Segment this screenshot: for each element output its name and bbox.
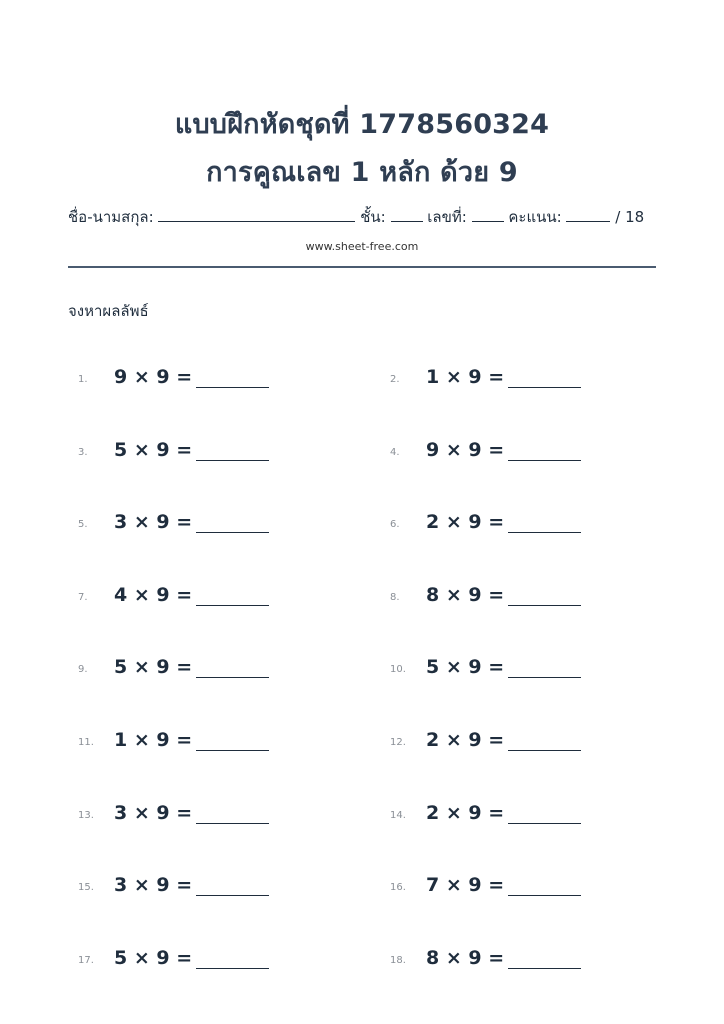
- answer-blank[interactable]: [196, 823, 269, 824]
- problem-number: 12.: [390, 737, 406, 748]
- problem-expression: 2 × 9 =: [426, 729, 505, 751]
- problem-number: 18.: [390, 954, 406, 966]
- answer-blank[interactable]: [196, 677, 269, 678]
- answer-blank[interactable]: [196, 605, 269, 606]
- problem-number: 7.: [78, 591, 88, 603]
- problem-number: 16.: [390, 882, 406, 894]
- problem-item: [78, 874, 338, 902]
- answer-blank[interactable]: [196, 750, 269, 751]
- problem-expression: 5 × 9 =: [426, 656, 505, 679]
- answer-blank[interactable]: [508, 532, 581, 533]
- problem-expression: 4 × 9 =: [114, 583, 193, 606]
- problem-number: 17.: [78, 954, 94, 966]
- problem-item: [390, 874, 650, 902]
- answer-blank[interactable]: [508, 968, 581, 969]
- student-info-row: [68, 205, 658, 229]
- score-field[interactable]: [566, 207, 610, 222]
- problem-item: [78, 366, 338, 394]
- answer-blank[interactable]: [508, 895, 581, 896]
- answer-blank[interactable]: [196, 895, 269, 896]
- answer-blank[interactable]: [508, 460, 581, 461]
- name-label: ชื่อ-นามสกุล:: [68, 208, 154, 226]
- problem-number: 10.: [390, 664, 406, 676]
- answer-blank[interactable]: [508, 387, 581, 388]
- problem-expression: 8 × 9 =: [426, 583, 505, 606]
- worksheet-title: แบบฝึกหัดชุดที่ 1778560324: [174, 109, 550, 140]
- worksheet-subtitle: การคูณเลข 1 หลัก ด้วย 9: [206, 157, 518, 188]
- problem-item: [390, 656, 650, 684]
- problem-number: 4.: [390, 446, 400, 458]
- problem-expression: 7 × 9 =: [426, 874, 505, 897]
- answer-blank[interactable]: [196, 460, 269, 461]
- problem-number: 9.: [78, 664, 88, 676]
- problem-expression: 9 × 9 =: [426, 438, 505, 461]
- problem-expression: 3 × 9 =: [114, 801, 193, 824]
- answer-blank[interactable]: [196, 532, 269, 533]
- problem-expression: 5 × 9 =: [114, 438, 193, 461]
- problem-number: 6.: [390, 519, 400, 531]
- class-label: ชั้น:: [360, 208, 386, 226]
- answer-blank[interactable]: [508, 677, 581, 678]
- problem-expression: 5 × 9 =: [114, 946, 193, 969]
- problem-item: [78, 802, 338, 830]
- problem-expression: 2 × 9 =: [426, 801, 505, 824]
- problem-expression: 9 × 9 =: [114, 366, 193, 388]
- problem-expression: 1 × 9 =: [426, 366, 505, 388]
- class-field[interactable]: [391, 207, 423, 222]
- answer-blank[interactable]: [508, 750, 581, 751]
- name-field[interactable]: [158, 207, 355, 222]
- problem-number: 5.: [78, 519, 88, 531]
- problem-expression: 8 × 9 =: [426, 946, 505, 969]
- problem-item: [390, 947, 650, 975]
- score-total: / 18: [615, 208, 645, 226]
- problem-item: [390, 366, 650, 394]
- instruction-text: จงหาผลลัพธ์: [68, 302, 149, 320]
- header-divider: [68, 266, 656, 268]
- problem-item: [78, 439, 338, 467]
- problem-item: [78, 656, 338, 684]
- problem-expression: 3 × 9 =: [114, 874, 193, 897]
- problem-number: 14.: [390, 809, 406, 821]
- problem-number: 13.: [78, 809, 94, 821]
- problem-expression: 3 × 9 =: [114, 511, 193, 534]
- problem-item: [390, 511, 650, 539]
- problem-number: 3.: [78, 446, 88, 458]
- number-label: เลขที่:: [427, 208, 467, 226]
- problem-item: [78, 584, 338, 612]
- number-field[interactable]: [472, 207, 504, 222]
- website-url: www.sheet-free.com: [305, 240, 419, 253]
- problem-number: 1.: [78, 374, 88, 385]
- answer-blank[interactable]: [196, 387, 269, 388]
- problem-number: 8.: [390, 591, 400, 603]
- answer-blank[interactable]: [508, 823, 581, 824]
- problem-item: [78, 947, 338, 975]
- problem-item: [78, 729, 338, 757]
- answer-blank[interactable]: [196, 968, 269, 969]
- problem-number: 15.: [78, 882, 94, 894]
- problem-item: [390, 729, 650, 757]
- score-label: คะแนน:: [508, 208, 562, 226]
- problem-number: 11.: [78, 737, 94, 748]
- problem-expression: 1 × 9 =: [114, 729, 193, 751]
- problem-expression: 5 × 9 =: [114, 656, 193, 679]
- problem-number: 2.: [390, 374, 400, 385]
- problem-item: [390, 802, 650, 830]
- problem-item: [78, 511, 338, 539]
- problem-item: [390, 439, 650, 467]
- problem-item: [390, 584, 650, 612]
- answer-blank[interactable]: [508, 605, 581, 606]
- problem-expression: 2 × 9 =: [426, 511, 505, 534]
